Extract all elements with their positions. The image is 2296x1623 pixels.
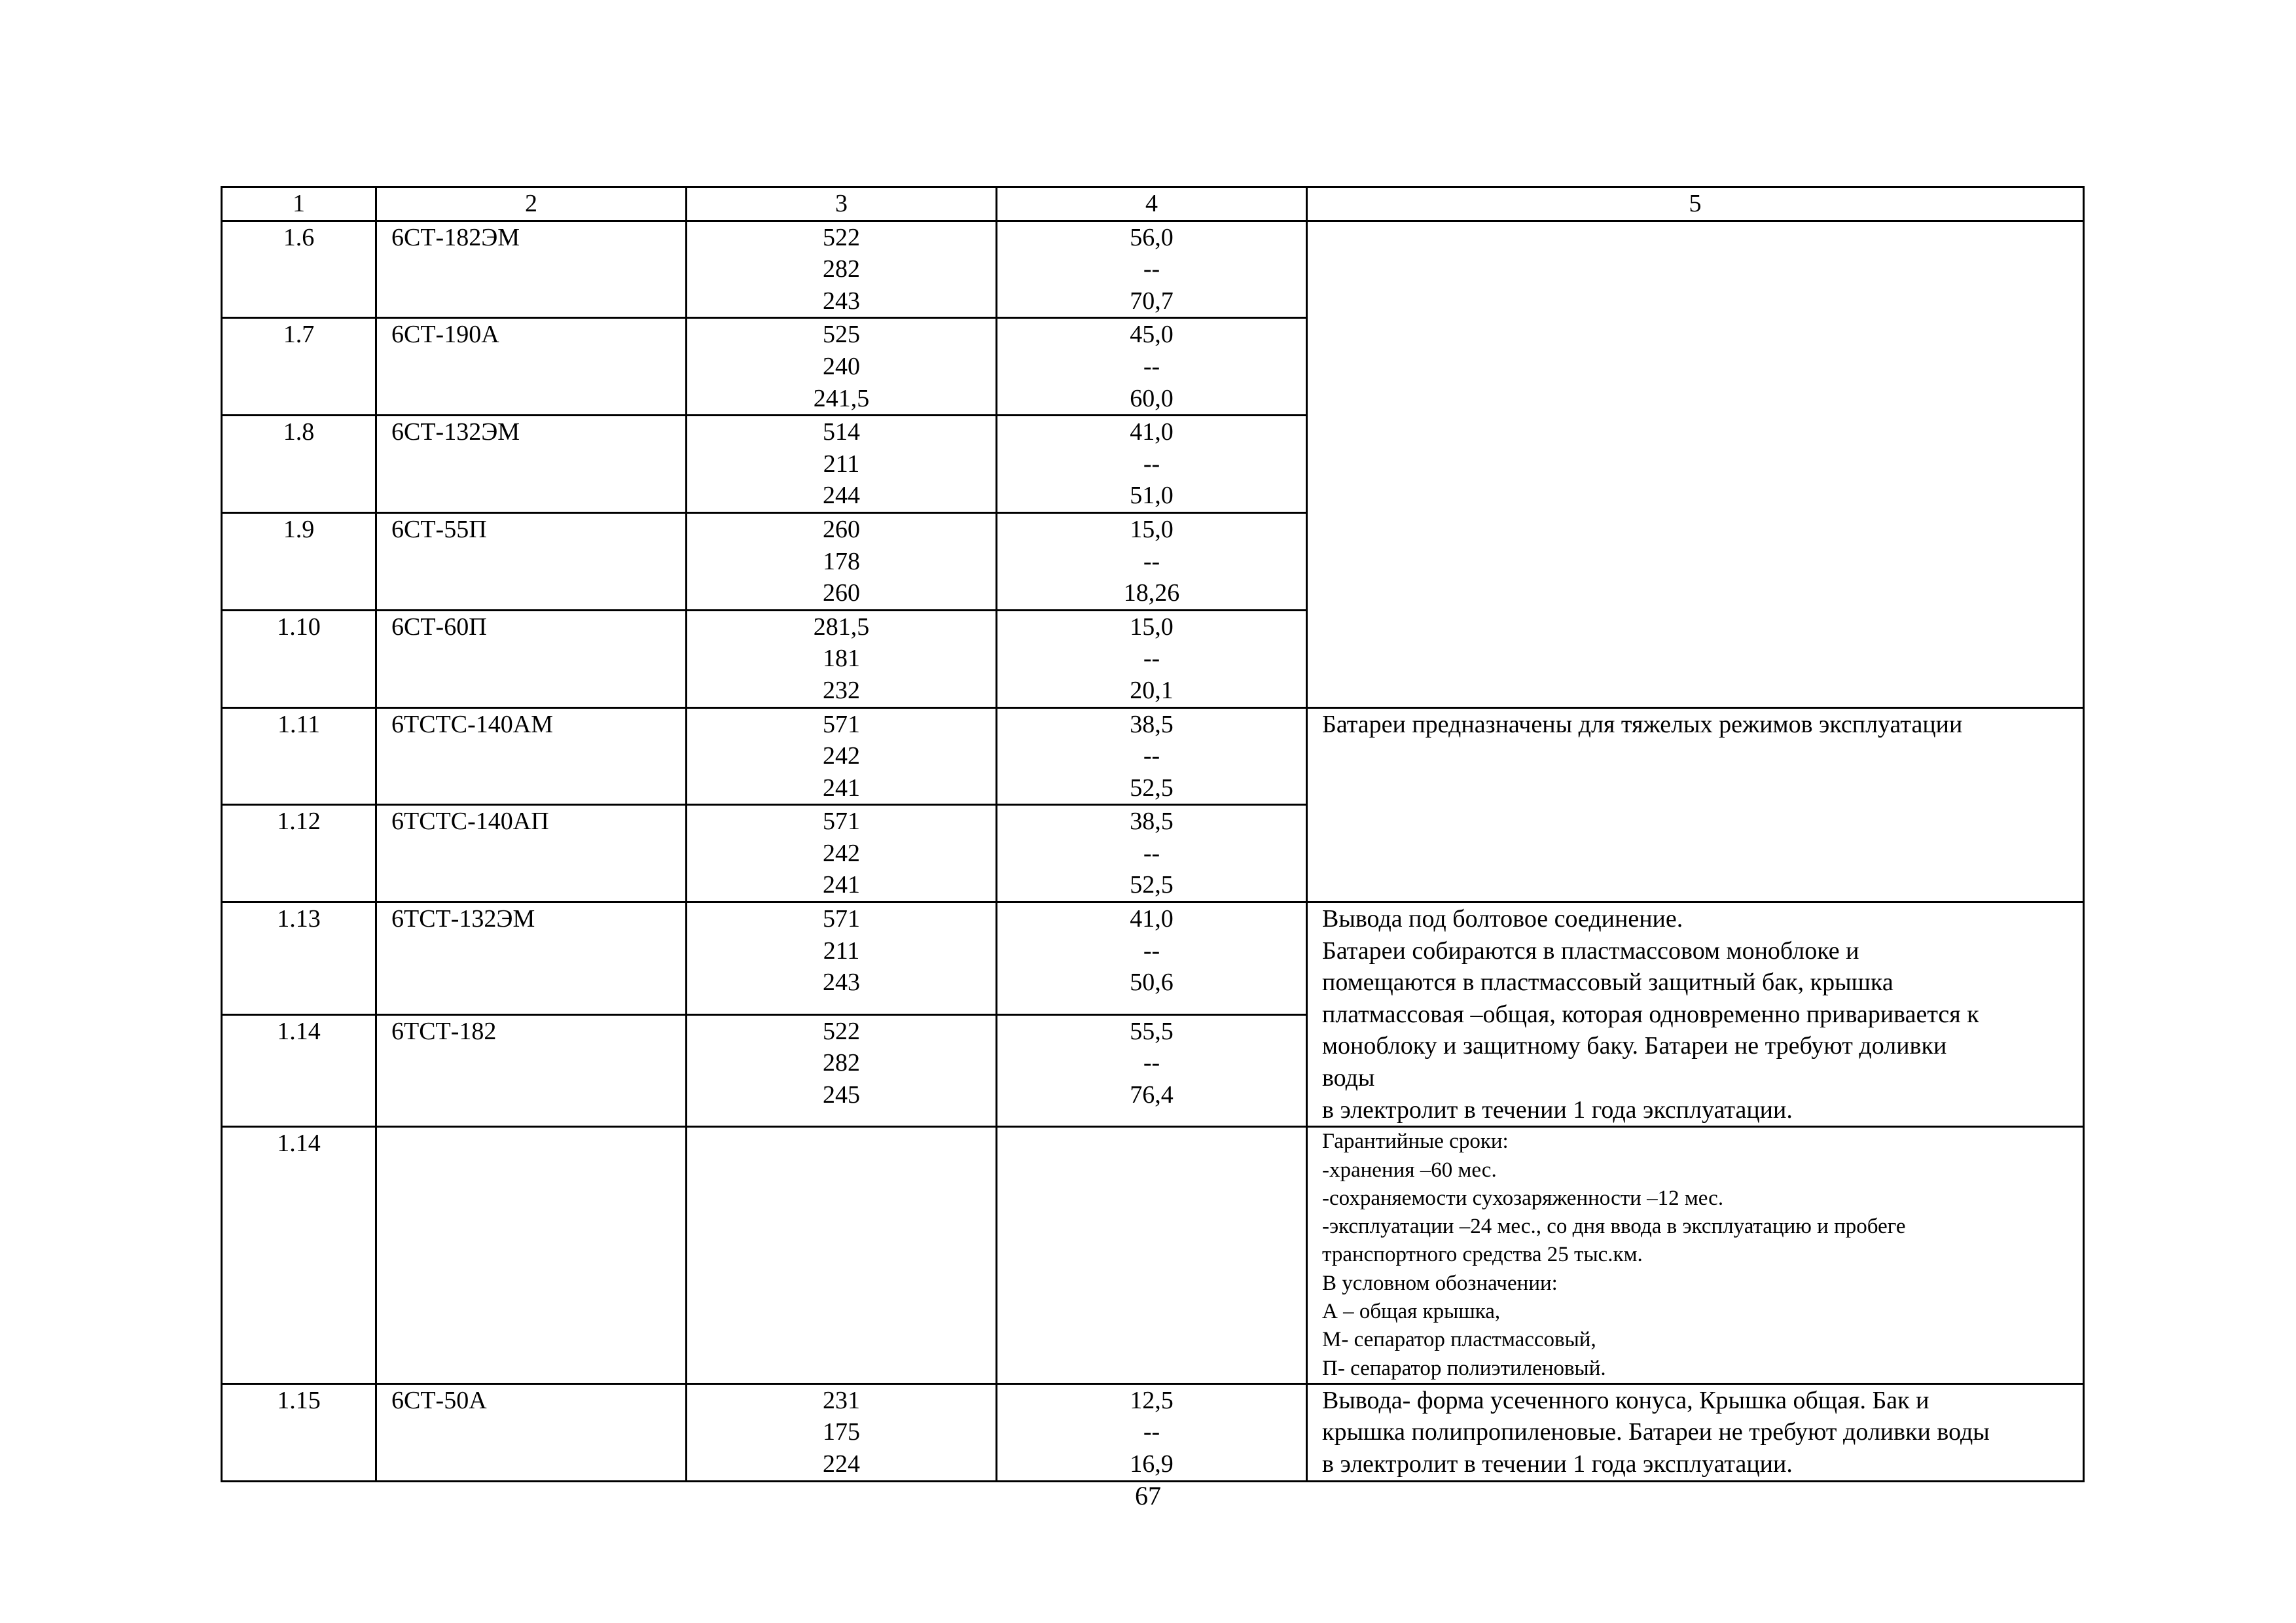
weight-cell	[997, 318, 1307, 416]
dimension-value: 243	[823, 287, 860, 315]
battery-model: 6ТСТ-182	[376, 1014, 687, 1127]
dimension-value: 282	[823, 255, 860, 283]
note-line: в электролит в течении 1 года эксплуатации.	[1322, 1450, 1793, 1478]
dimension-value: 281,5	[813, 613, 870, 641]
note-line: Батареи собираются в пластмассовом моноблоке и	[1322, 936, 1859, 965]
battery-spec-table	[221, 186, 2085, 1482]
dimensions-cell	[687, 1127, 997, 1384]
note-line: Гарантийные сроки:	[1322, 1130, 1509, 1154]
weight-cell	[997, 512, 1307, 610]
note-line: помещаются в пластмассовый защитный бак, крышка	[1322, 969, 1893, 997]
note-line: моноблоку и защитному баку. Батареи не требуют доливки	[1322, 1032, 1947, 1060]
weight-value: 41,0	[1130, 905, 1174, 933]
dimension-value: 224	[823, 1450, 860, 1478]
battery-model: 6ТСТС-140АП	[376, 805, 687, 902]
weight-value: 38,5	[1130, 808, 1174, 836]
row-number: 1.10	[222, 610, 376, 707]
dimension-value: 231	[823, 1386, 860, 1414]
weight-cell	[997, 902, 1307, 1015]
dimension-value: 232	[823, 676, 860, 704]
row-number: 1.14	[222, 1127, 376, 1384]
notes-bolted	[1307, 902, 2084, 1127]
weight-value: 50,6	[1130, 969, 1174, 997]
note-line: -эксплуатации –24 мес., со дня ввода в эксплуатацию и пробеге	[1322, 1215, 1906, 1239]
weight-cell	[997, 1383, 1307, 1481]
battery-model: 6СТ-60П	[376, 610, 687, 707]
weight-value: 15,0	[1130, 515, 1174, 543]
dimensions-cell	[687, 416, 997, 513]
dimension-value: 211	[823, 450, 860, 478]
weight-value: 51,0	[1130, 482, 1174, 510]
battery-model: 6ТСТС-140АМ	[376, 707, 687, 805]
page-number: 67	[1135, 1481, 1161, 1510]
table-row	[222, 221, 2084, 318]
row-number: 1.6	[222, 221, 376, 318]
battery-model	[376, 1127, 687, 1384]
dimension-value: 522	[823, 223, 860, 251]
header-row	[222, 187, 2084, 221]
dimension-value: 260	[823, 515, 860, 543]
weight-value: 18,26	[1123, 579, 1180, 607]
note-line: в электролит в течении 1 года эксплуатации.	[1322, 1096, 1793, 1124]
weight-value: 16,9	[1130, 1450, 1174, 1478]
weight-value: --	[1143, 352, 1160, 380]
dimension-value: 178	[823, 547, 860, 575]
note-line: транспортного средства 25 тыс.км.	[1322, 1243, 1643, 1267]
header-col-3: 3	[687, 187, 997, 221]
battery-model: 6СТ-190А	[376, 318, 687, 416]
notes-cell-empty	[1307, 221, 2084, 707]
header-col-4: 4	[997, 187, 1307, 221]
header-col-5: 5	[1307, 187, 2084, 221]
row-number: 1.12	[222, 805, 376, 902]
table-row	[222, 1383, 2084, 1481]
battery-model: 6СТ-182ЭМ	[376, 221, 687, 318]
dimension-value: 260	[823, 579, 860, 607]
dimension-value: 241,5	[813, 384, 870, 412]
header-col-2: 2	[376, 187, 687, 221]
dimension-value: 241	[823, 871, 860, 899]
dimension-value: 514	[823, 418, 860, 446]
dimension-value: 571	[823, 710, 860, 738]
dimension-value: 242	[823, 742, 860, 770]
weight-value: 52,5	[1130, 871, 1174, 899]
weight-cell	[997, 610, 1307, 707]
row-number: 1.8	[222, 416, 376, 513]
dimensions-cell	[687, 610, 997, 707]
weight-value: --	[1143, 547, 1160, 575]
dimension-value: 245	[823, 1080, 860, 1109]
weight-value: --	[1143, 255, 1160, 283]
weight-cell	[997, 805, 1307, 902]
row-number: 1.15	[222, 1383, 376, 1481]
dimensions-cell	[687, 1383, 997, 1481]
note-line: -хранения –60 мес.	[1322, 1158, 1497, 1182]
weight-value: 15,0	[1130, 613, 1174, 641]
weight-value: 52,5	[1130, 774, 1174, 802]
weight-cell	[997, 221, 1307, 318]
weight-value: 45,0	[1130, 321, 1174, 349]
dimension-value: 244	[823, 482, 860, 510]
weight-value: 12,5	[1130, 1386, 1174, 1414]
weight-value: --	[1143, 645, 1160, 673]
dimensions-cell	[687, 512, 997, 610]
header-col-1: 1	[222, 187, 376, 221]
weight-cell	[997, 416, 1307, 513]
weight-value: 76,4	[1130, 1080, 1174, 1109]
dimensions-cell	[687, 805, 997, 902]
dimensions-cell	[687, 318, 997, 416]
notes-warranty	[1307, 1127, 2084, 1384]
dimension-value: 525	[823, 321, 860, 349]
weight-cell	[997, 1127, 1307, 1384]
weight-value: --	[1143, 936, 1160, 965]
row-number: 1.9	[222, 512, 376, 610]
note-line: воды	[1322, 1064, 1375, 1092]
dimension-value: 181	[823, 645, 860, 673]
note-line: платмассовая –общая, которая одновременно приваривается к	[1322, 1000, 1979, 1028]
dimension-value: 175	[823, 1418, 860, 1446]
row-number: 1.14	[222, 1014, 376, 1127]
note-line: А – общая крышка,	[1322, 1300, 1501, 1323]
note-line: В условном обозначении:	[1322, 1271, 1558, 1295]
dimension-value: 522	[823, 1017, 860, 1045]
battery-model: 6СТ-132ЭМ	[376, 416, 687, 513]
weight-value: 55,5	[1130, 1017, 1174, 1045]
table-row	[222, 707, 2084, 805]
row-number: 1.13	[222, 902, 376, 1015]
note-line: П- сепаратор полиэтиленовый.	[1322, 1356, 1606, 1380]
dimension-value: 282	[823, 1049, 860, 1077]
weight-cell	[997, 1014, 1307, 1127]
note-line: М- сепаратор пластмассовый,	[1322, 1328, 1596, 1352]
dimension-value: 243	[823, 969, 860, 997]
weight-value: --	[1143, 742, 1160, 770]
note-line: крышка полипропиленовые. Батареи не требуют доливки воды	[1322, 1418, 1990, 1446]
notes-cone	[1307, 1383, 2084, 1481]
notes-heavy-duty: Батареи предназначены для тяжелых режимов эксплуатации	[1307, 707, 2084, 902]
weight-value: 60,0	[1130, 384, 1174, 412]
battery-model: 6СТ-50А	[376, 1383, 687, 1481]
battery-model: 6ТСТ-132ЭМ	[376, 902, 687, 1015]
dimension-value: 211	[823, 936, 860, 965]
dimensions-cell	[687, 221, 997, 318]
note-line: Вывода- форма усеченного конуса, Крышка общая. Бак и	[1322, 1386, 1929, 1414]
table-row	[222, 1127, 2084, 1384]
table-row	[222, 902, 2084, 1015]
dimension-value: 571	[823, 905, 860, 933]
weight-value: 41,0	[1130, 418, 1174, 446]
weight-value: --	[1143, 450, 1160, 478]
dimension-value: 571	[823, 808, 860, 836]
weight-value: --	[1143, 839, 1160, 867]
dimensions-cell	[687, 1014, 997, 1127]
weight-value: 20,1	[1130, 676, 1174, 704]
dimension-value: 241	[823, 774, 860, 802]
dimension-value: 242	[823, 839, 860, 867]
weight-value: --	[1143, 1049, 1160, 1077]
weight-value: 56,0	[1130, 223, 1174, 251]
battery-model: 6СТ-55П	[376, 512, 687, 610]
weight-cell	[997, 707, 1307, 805]
note-line: Вывода под болтовое соединение.	[1322, 905, 1683, 933]
weight-value: 70,7	[1130, 287, 1174, 315]
dimension-value: 240	[823, 352, 860, 380]
row-number: 1.7	[222, 318, 376, 416]
note-line: -сохраняемости сухозаряженности –12 мес.	[1322, 1186, 1724, 1210]
row-number: 1.11	[222, 707, 376, 805]
dimensions-cell	[687, 707, 997, 805]
dimensions-cell	[687, 902, 997, 1015]
weight-value: 38,5	[1130, 710, 1174, 738]
weight-value: --	[1143, 1418, 1160, 1446]
